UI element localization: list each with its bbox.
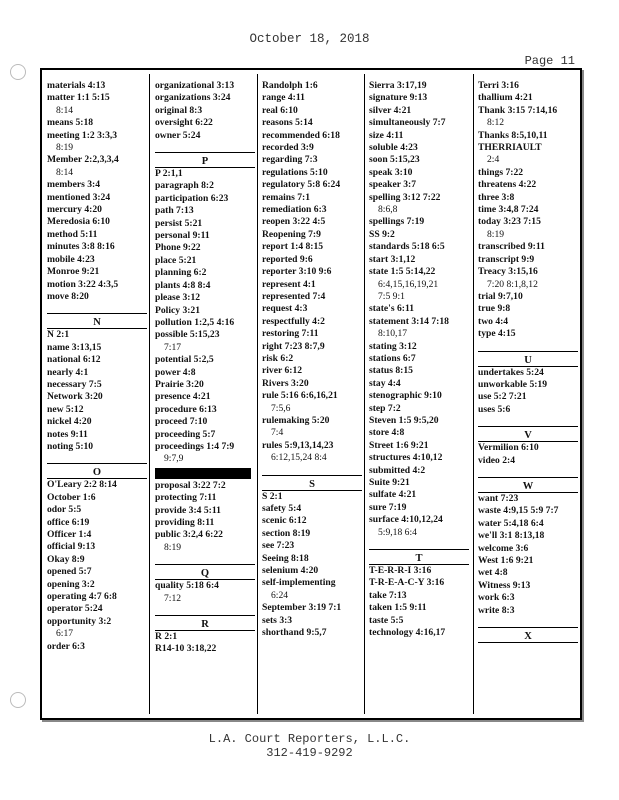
index-entry: uses 5:6 — [478, 403, 511, 415]
index-entry: persist 5:21 — [155, 217, 203, 229]
index-entry: things 7:22 — [478, 166, 524, 178]
index-entry-continuation: 5:9,18 6:4 — [378, 526, 417, 538]
index-entry: risk 6:2 — [262, 352, 294, 364]
index-entry: see 7:23 — [262, 540, 295, 552]
index-entry: three 3:8 — [478, 191, 515, 203]
index-entry: request 4:3 — [262, 303, 308, 315]
column-divider — [257, 74, 258, 714]
index-entry: nearly 4:1 — [47, 366, 89, 378]
index-entry: signature 9:13 — [369, 92, 428, 104]
index-entry: real 6:10 — [262, 104, 298, 116]
section-letter-heading: R — [155, 615, 255, 631]
index-entry: organizational 3:13 — [155, 80, 235, 91]
index-entry: S 2:1 — [262, 490, 283, 502]
index-entry: name 3:13,15 — [47, 341, 102, 353]
index-entry: necessary 7:5 — [47, 378, 102, 390]
index-entry: river 6:12 — [262, 365, 303, 377]
index-entry: Witness 9:13 — [478, 579, 531, 591]
index-entry: proceed 7:10 — [155, 416, 208, 428]
index-entry: Member 2:2,3,3,4 — [47, 154, 119, 166]
index-entry: West 1:6 9:21 — [478, 555, 534, 566]
index-entry: two 4:4 — [478, 315, 509, 327]
index-entry-continuation: 7:17 — [164, 341, 182, 353]
index-entry: office 6:19 — [47, 516, 90, 528]
index-entry-continuation: 7:4 — [271, 427, 284, 439]
index-entry: represent 4:1 — [262, 278, 316, 290]
index-entry: Rivers 3:20 — [262, 377, 309, 389]
index-entry: remains 7:1 — [262, 191, 311, 203]
index-entry: stenographic 9:10 — [369, 390, 442, 402]
index-entry: threatens 4:22 — [478, 179, 537, 191]
index-entry: place 5:21 — [155, 254, 197, 266]
section-letter-heading: X — [478, 627, 578, 643]
index-entry: Street 1:6 9:21 — [369, 439, 429, 451]
section-letter-heading: S — [262, 475, 362, 491]
index-entry: restoring 7:11 — [262, 328, 319, 340]
index-column-5 — [478, 80, 578, 643]
index-entry: motion 3:22 4:3,5 — [47, 278, 119, 290]
index-entry: planning 6:2 — [155, 267, 207, 279]
index-entry: regulations 5:10 — [262, 166, 328, 178]
index-entry: recommended 6:18 — [262, 129, 340, 141]
index-entry: Officer 1:4 — [47, 529, 92, 540]
index-entry: P 2:1,1 — [155, 168, 183, 180]
index-entry: method 5:11 — [47, 228, 98, 240]
index-entry: today 3:23 7:15 — [478, 216, 541, 228]
index-entry: unworkable 5:19 — [478, 378, 548, 390]
index-entry-continuation: 6:17 — [56, 628, 74, 640]
index-entry: national 6:12 — [47, 354, 101, 366]
index-entry-continuation: 8:12 — [487, 117, 505, 129]
index-entry: surface 4:10,12,24 — [369, 514, 443, 526]
index-entry: mobile 4:23 — [47, 253, 95, 265]
index-entry: participation 6:23 — [155, 192, 229, 204]
index-entry: size 4:11 — [369, 129, 404, 141]
index-entry: Terri 3:16 — [478, 80, 519, 91]
index-entry: mentioned 3:24 — [47, 191, 111, 203]
index-entry: T-R-E-A-C-Y 3:16 — [369, 577, 445, 589]
index-entry: silver 4:21 — [369, 104, 412, 116]
section-letter-heading: O — [47, 463, 147, 479]
index-entry: Meredosia 6:10 — [47, 216, 110, 228]
section-letter-heading: T — [369, 549, 469, 565]
index-entry: safety 5:4 — [262, 503, 302, 514]
index-entry: work 6:3 — [478, 592, 515, 604]
index-entry: O'Leary 2:2 8:14 — [47, 479, 117, 491]
index-entry-continuation: 8:19 — [487, 228, 505, 240]
index-entry: reported 9:6 — [262, 253, 313, 265]
section-letter-heading: V — [478, 426, 578, 442]
index-entry: status 8:15 — [369, 365, 413, 377]
index-entry: SS 9:2 — [369, 228, 395, 240]
index-entry: owner 5:24 — [155, 129, 201, 141]
index-entry: Okay 8:9 — [47, 553, 85, 565]
header-date: October 18, 2018 — [249, 32, 370, 46]
index-entry: October 1:6 — [47, 491, 96, 503]
index-entry: speaker 3:7 — [369, 179, 416, 191]
section-letter-heading: U — [478, 351, 578, 367]
index-entry: paragraph 8:2 — [155, 180, 214, 192]
index-entry: Randolph 1:6 — [262, 80, 318, 91]
index-entry-continuation: 6:12,15,24 8:4 — [271, 452, 327, 464]
index-entry: means 5:18 — [47, 117, 94, 129]
index-entry: potential 5:2,5 — [155, 354, 214, 366]
index-entry: Reopening 7:9 — [262, 228, 321, 240]
index-entry: regulatory 5:8 6:24 — [262, 179, 341, 191]
index-entry: store 4:8 — [369, 427, 405, 439]
index-entry: rules 5:9,13,14,23 — [262, 439, 334, 451]
index-entry: range 4:11 — [262, 92, 305, 104]
index-entry: Treacy 3:15,16 — [478, 266, 538, 278]
index-entry: meeting 1:2 3:3,3 — [47, 129, 118, 141]
index-entry: proposal 3:22 7:2 — [155, 479, 226, 491]
section-letter-heading: W — [478, 477, 578, 493]
index-entry: Network 3:20 — [47, 391, 103, 403]
index-column-4 — [369, 80, 469, 639]
binder-hole-bottom — [10, 692, 26, 708]
index-entry: possible 5:15,23 — [155, 329, 220, 341]
index-entry: notes 9:11 — [47, 428, 88, 440]
index-entry: water 5:4,18 6:4 — [478, 517, 544, 529]
index-entry: members 3:4 — [47, 179, 101, 191]
index-entry: taken 1:5 9:11 — [369, 602, 427, 614]
index-entry: Prairie 3:20 — [155, 378, 204, 390]
index-entry: Steven 1:5 9:5,20 — [369, 414, 439, 426]
index-column-1 — [47, 80, 147, 653]
index-entry-continuation: 8:19 — [56, 142, 74, 154]
index-entry: THERRIAULT — [478, 142, 542, 154]
index-entry: opened 5:7 — [47, 566, 92, 578]
index-entry: official 9:13 — [47, 541, 96, 553]
index-entry-continuation: 7:12 — [164, 592, 182, 604]
index-entry: sulfate 4:21 — [369, 489, 417, 501]
index-entry: reporter 3:10 9:6 — [262, 266, 332, 278]
index-entry: soon 5:15,23 — [369, 154, 420, 166]
footer-company: L.A. Court Reporters, L.L.C. — [208, 732, 411, 746]
index-entry: we'll 3:1 8:13,18 — [478, 530, 545, 542]
index-entry: personal 9:11 — [155, 230, 210, 242]
index-entry: recorded 3:9 — [262, 142, 314, 154]
index-entry-continuation: 8:10,17 — [378, 328, 408, 340]
index-entry: undertakes 5:24 — [478, 366, 544, 378]
index-entry: minutes 3:8 8:16 — [47, 241, 115, 253]
index-entry: Seeing 8:18 — [262, 552, 309, 564]
index-entry: wet 4:8 — [478, 567, 508, 579]
index-entry-continuation: 7:5 9:1 — [378, 290, 405, 302]
redaction-bar — [155, 468, 251, 479]
index-entry-continuation: 7:5,6 — [271, 402, 291, 414]
index-entry: step 7:2 — [369, 402, 401, 414]
index-entry: provide 3:4 5:11 — [155, 504, 221, 516]
index-column-2 — [155, 80, 255, 656]
index-entry: original 8:3 — [155, 104, 203, 116]
index-entry: rule 5:16 6:6,16,21 — [262, 390, 338, 402]
index-entry: providing 8:11 — [155, 517, 215, 528]
index-entry-continuation: 8:19 — [164, 541, 182, 553]
column-divider — [364, 74, 365, 714]
index-entry: spelling 3:12 7:22 — [369, 191, 441, 203]
index-entry: plants 4:8 8:4 — [155, 279, 211, 291]
column-divider — [473, 74, 474, 714]
index-column-3 — [262, 80, 362, 639]
index-entry: opportunity 3:2 — [47, 615, 112, 627]
index-entry: materials 4:13 — [47, 80, 106, 91]
index-entry: power 4:8 — [155, 366, 196, 378]
section-letter-heading: Q — [155, 564, 255, 580]
index-entry: reopen 3:22 4:5 — [262, 216, 326, 228]
index-entry: T-E-R-R-I 3:16 — [369, 565, 432, 577]
index-entry: proceeding 5:7 — [155, 428, 216, 440]
index-entry: Vermilion 6:10 — [478, 442, 539, 454]
index-entry: opening 3:2 — [47, 578, 95, 590]
index-entry: Phone 9:22 — [155, 242, 201, 254]
index-entry-continuation: 9:7,9 — [164, 453, 184, 465]
index-entry: operator 5:24 — [47, 603, 103, 615]
index-entry: take 7:13 — [369, 589, 407, 601]
index-entry: sure 7:19 — [369, 501, 407, 513]
index-entry: structures 4:10,12 — [369, 452, 443, 464]
index-entry: taste 5:5 — [369, 614, 404, 626]
index-entry: true 9:8 — [478, 303, 511, 315]
footer-phone: 312-419-9292 — [266, 746, 353, 760]
index-entry: submitted 4:2 — [369, 464, 426, 476]
index-entry: R14-10 3:18,22 — [155, 643, 217, 655]
index-entry: presence 4:21 — [155, 391, 211, 403]
index-entry: organizations 3:24 — [155, 92, 231, 104]
index-entry: stating 3:12 — [369, 340, 417, 352]
index-entry: pollution 1:2,5 4:16 — [155, 316, 235, 328]
index-entry: technology 4:16,17 — [369, 627, 446, 639]
index-entry: R 2:1 — [155, 631, 178, 643]
index-entry: respectfully 4:2 — [262, 315, 325, 327]
binder-hole-top — [10, 64, 26, 80]
index-entry: Suite 9:21 — [369, 477, 410, 488]
index-entry: section 8:19 — [262, 527, 311, 539]
index-entry: state's 6:11 — [369, 303, 415, 315]
index-entry: proceedings 1:4 7:9 — [155, 440, 235, 452]
index-entry: matter 1:1 5:15 — [47, 92, 110, 104]
index-entry: trial 9:7,10 — [478, 290, 523, 302]
index-entry: thallium 4:21 — [478, 92, 533, 104]
index-entry: report 1:4 8:15 — [262, 241, 324, 253]
index-entry: stations 6:7 — [369, 352, 416, 364]
index-entry: stay 4:4 — [369, 377, 401, 389]
index-entry: selenium 4:20 — [262, 565, 319, 577]
index-entry: noting 5:10 — [47, 440, 94, 452]
index-entry: new 5:12 — [47, 403, 84, 415]
header-page-number: Page 11 — [524, 54, 575, 68]
index-entry: Sierra 3:17,19 — [369, 80, 427, 91]
index-entry: transcribed 9:11 — [478, 241, 545, 253]
index-entry: soluble 4:23 — [369, 142, 418, 154]
index-entry: rulemaking 5:20 — [262, 414, 330, 426]
index-entry: protecting 7:11 — [155, 492, 217, 504]
index-entry: write 8:3 — [478, 604, 515, 616]
index-entry-continuation: 8:14 — [56, 104, 74, 116]
index-entry: spellings 7:19 — [369, 216, 425, 228]
column-divider — [149, 74, 150, 714]
index-entry: procedure 6:13 — [155, 403, 217, 415]
index-entry: N 2:1 — [47, 329, 70, 341]
index-entry: type 4:15 — [478, 328, 516, 340]
index-entry-continuation: 6:4,15,16,19,21 — [378, 278, 439, 290]
index-entry: simultaneously 7:7 — [369, 117, 446, 129]
index-entry: nickel 4:20 — [47, 416, 92, 428]
index-entry: please 3:12 — [155, 292, 201, 304]
index-entry: video 2:4 — [478, 454, 516, 466]
index-entry-continuation: 6:24 — [271, 589, 289, 601]
index-entry: statement 3:14 7:18 — [369, 315, 449, 327]
index-entry: public 3:2,4 6:22 — [155, 529, 223, 541]
index-entry: mercury 4:20 — [47, 204, 102, 216]
index-entry: September 3:19 7:1 — [262, 602, 342, 614]
index-entry: speak 3:10 — [369, 166, 413, 178]
index-entry: path 7:13 — [155, 205, 194, 217]
index-entry: shorthand 9:5,7 — [262, 627, 327, 639]
index-entry: time 3:4,8 7:24 — [478, 204, 539, 216]
section-letter-heading: N — [47, 313, 147, 329]
index-entry: sets 3:3 — [262, 614, 293, 626]
index-entry-continuation: 8:14 — [56, 166, 74, 178]
index-entry: quality 5:18 6:4 — [155, 580, 219, 592]
index-entry: waste 4:9,15 5:9 7:7 — [478, 505, 559, 517]
index-entry-continuation: 8:6,8 — [378, 204, 398, 216]
index-entry: transcript 9:9 — [478, 253, 535, 265]
index-entry: move 8:20 — [47, 290, 89, 302]
index-entry: Monroe 9:21 — [47, 266, 100, 278]
index-entry: order 6:3 — [47, 640, 85, 652]
index-entry: self-implementing — [262, 577, 336, 589]
index-entry: scenic 6:12 — [262, 515, 307, 527]
index-entry: Thank 3:15 7:14,16 — [478, 104, 558, 116]
index-entry: reasons 5:14 — [262, 117, 313, 129]
index-entry: remediation 6:3 — [262, 204, 327, 216]
index-entry: use 5:2 7:21 — [478, 391, 527, 403]
index-entry-continuation: 7:20 8:1,8,12 — [487, 278, 538, 290]
index-entry: start 3:1,12 — [369, 253, 416, 265]
index-entry: oversight 6:22 — [155, 117, 213, 129]
index-entry: Policy 3:21 — [155, 304, 201, 316]
index-entry: want 7:23 — [478, 492, 519, 504]
index-entry: state 1:5 5:14,22 — [369, 266, 436, 278]
index-entry: welcome 3:6 — [478, 542, 529, 554]
index-entry: odor 5:5 — [47, 504, 82, 516]
index-entry: operating 4:7 6:8 — [47, 591, 117, 603]
index-entry: Thanks 8:5,10,11 — [478, 129, 548, 141]
index-entry: right 7:23 8:7,9 — [262, 340, 325, 352]
index-entry-continuation: 2:4 — [487, 154, 500, 166]
index-entry: regarding 7:3 — [262, 154, 318, 166]
index-entry: represented 7:4 — [262, 290, 326, 302]
section-letter-heading: P — [155, 152, 255, 168]
index-entry: standards 5:18 6:5 — [369, 241, 445, 253]
